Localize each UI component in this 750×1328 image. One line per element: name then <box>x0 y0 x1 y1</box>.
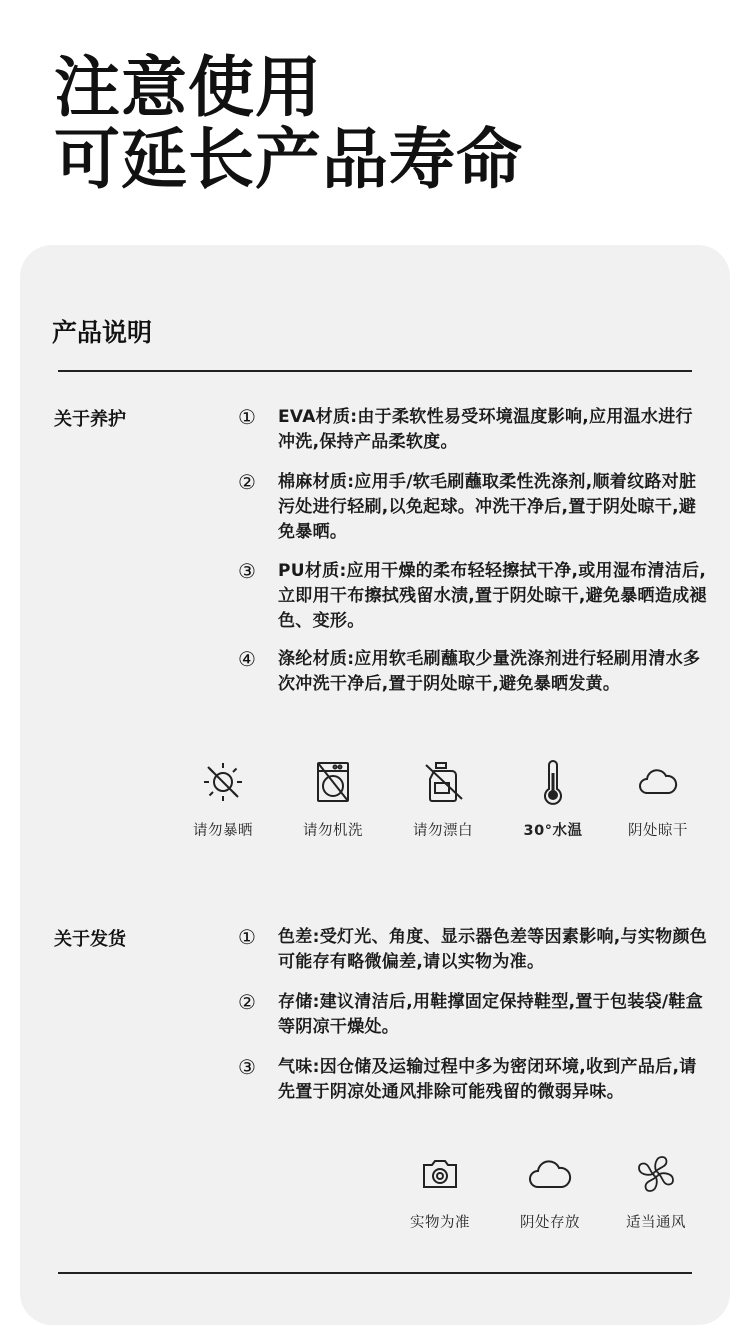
care-item-1 <box>238 405 708 455</box>
no-machine-wash-icon <box>310 759 356 805</box>
shipping-item-number: ① <box>238 925 256 949</box>
fan-icon <box>633 1151 679 1197</box>
shipping-section-label: 关于发货 <box>54 929 126 950</box>
care-icon-no-bleach <box>393 759 493 840</box>
card-title: 产品说明 <box>52 318 153 347</box>
icon-label: 请勿暴晒 <box>193 823 253 839</box>
headline-line-1: 注意使用 <box>54 49 322 126</box>
shipping-item-text: 存储:建议清洁后,用鞋撑固定保持鞋型,置于包装袋/鞋盒等阴凉干燥处。 <box>278 992 704 1037</box>
shipping-item-3 <box>238 1055 708 1105</box>
no-sun-icon <box>200 759 246 805</box>
care-item-number: ③ <box>238 559 256 583</box>
icon-label: 30°水温 <box>523 823 583 839</box>
care-item-4 <box>238 647 708 697</box>
care-item-number: ② <box>238 470 256 494</box>
divider-top <box>58 370 692 372</box>
shipping-item-text: 气味:因仓储及运输过程中多为密闭环境,收到产品后,请先置于阴凉处通风排除可能残留的微弱异味。 <box>278 1057 697 1102</box>
icon-label: 请勿机洗 <box>303 823 363 839</box>
icon-label: 适当通风 <box>626 1215 686 1231</box>
icon-label: 请勿漂白 <box>413 823 473 839</box>
care-item-text: 涤纶材质:应用软毛刷蘸取少量洗涤剂进行轻刷用清水多次冲洗干净后,置于阴处晾干,避免暴晒发黄。 <box>278 649 701 694</box>
cloud-icon <box>635 759 681 805</box>
care-item-text: 棉麻材质:应用手/软毛刷蘸取柔性洗涤剂,顺着纹路对脏污处进行轻刷,以免起球。冲洗干净后,置于阴处晾干,避免暴晒。 <box>278 472 697 542</box>
product-info-card <box>20 245 730 1325</box>
care-item-text: EVA材质:由于柔软性易受环境温度影响,应用温水进行冲洗,保持产品柔软度。 <box>278 407 693 452</box>
care-item-number: ① <box>238 405 256 429</box>
shipping-item-2 <box>238 990 708 1040</box>
care-icon-no-sun <box>173 759 273 840</box>
cloud-icon <box>527 1151 573 1197</box>
no-bleach-icon <box>420 759 466 805</box>
care-icon-water-temp <box>503 759 603 840</box>
care-item-2 <box>238 470 708 545</box>
camera-icon <box>417 1151 463 1197</box>
shipping-icon-ventilation <box>606 1151 706 1232</box>
headline <box>54 49 523 198</box>
shipping-icon-real-object <box>390 1151 490 1232</box>
care-item-3 <box>238 559 708 634</box>
care-icon-no-machine-wash <box>283 759 383 840</box>
care-item-text: PU材质:应用干燥的柔布轻轻擦拭干净,或用湿布清洁后,立即用干布擦拭残留水渍,置于阴处晾干,避免暴晒造成褪色、变形。 <box>278 561 707 631</box>
divider-bottom <box>58 1272 692 1274</box>
care-section-label: 关于养护 <box>54 409 126 430</box>
icon-label: 实物为准 <box>410 1215 470 1231</box>
shipping-item-text: 色差:受灯光、角度、显示器色差等因素影响,与实物颜色可能存有略微偏差,请以实物为准。 <box>278 927 708 972</box>
shipping-item-number: ② <box>238 990 256 1014</box>
headline-line-2: 可延长产品寿命 <box>54 121 523 198</box>
thermometer-icon <box>530 759 576 805</box>
care-item-number: ④ <box>238 647 256 671</box>
shipping-item-1 <box>238 925 708 975</box>
shipping-item-number: ③ <box>238 1055 256 1079</box>
icon-label: 阴处晾干 <box>628 823 688 839</box>
care-icon-shade-dry <box>608 759 708 840</box>
icon-label: 阴处存放 <box>520 1215 580 1231</box>
shipping-icon-shade-storage <box>500 1151 600 1232</box>
